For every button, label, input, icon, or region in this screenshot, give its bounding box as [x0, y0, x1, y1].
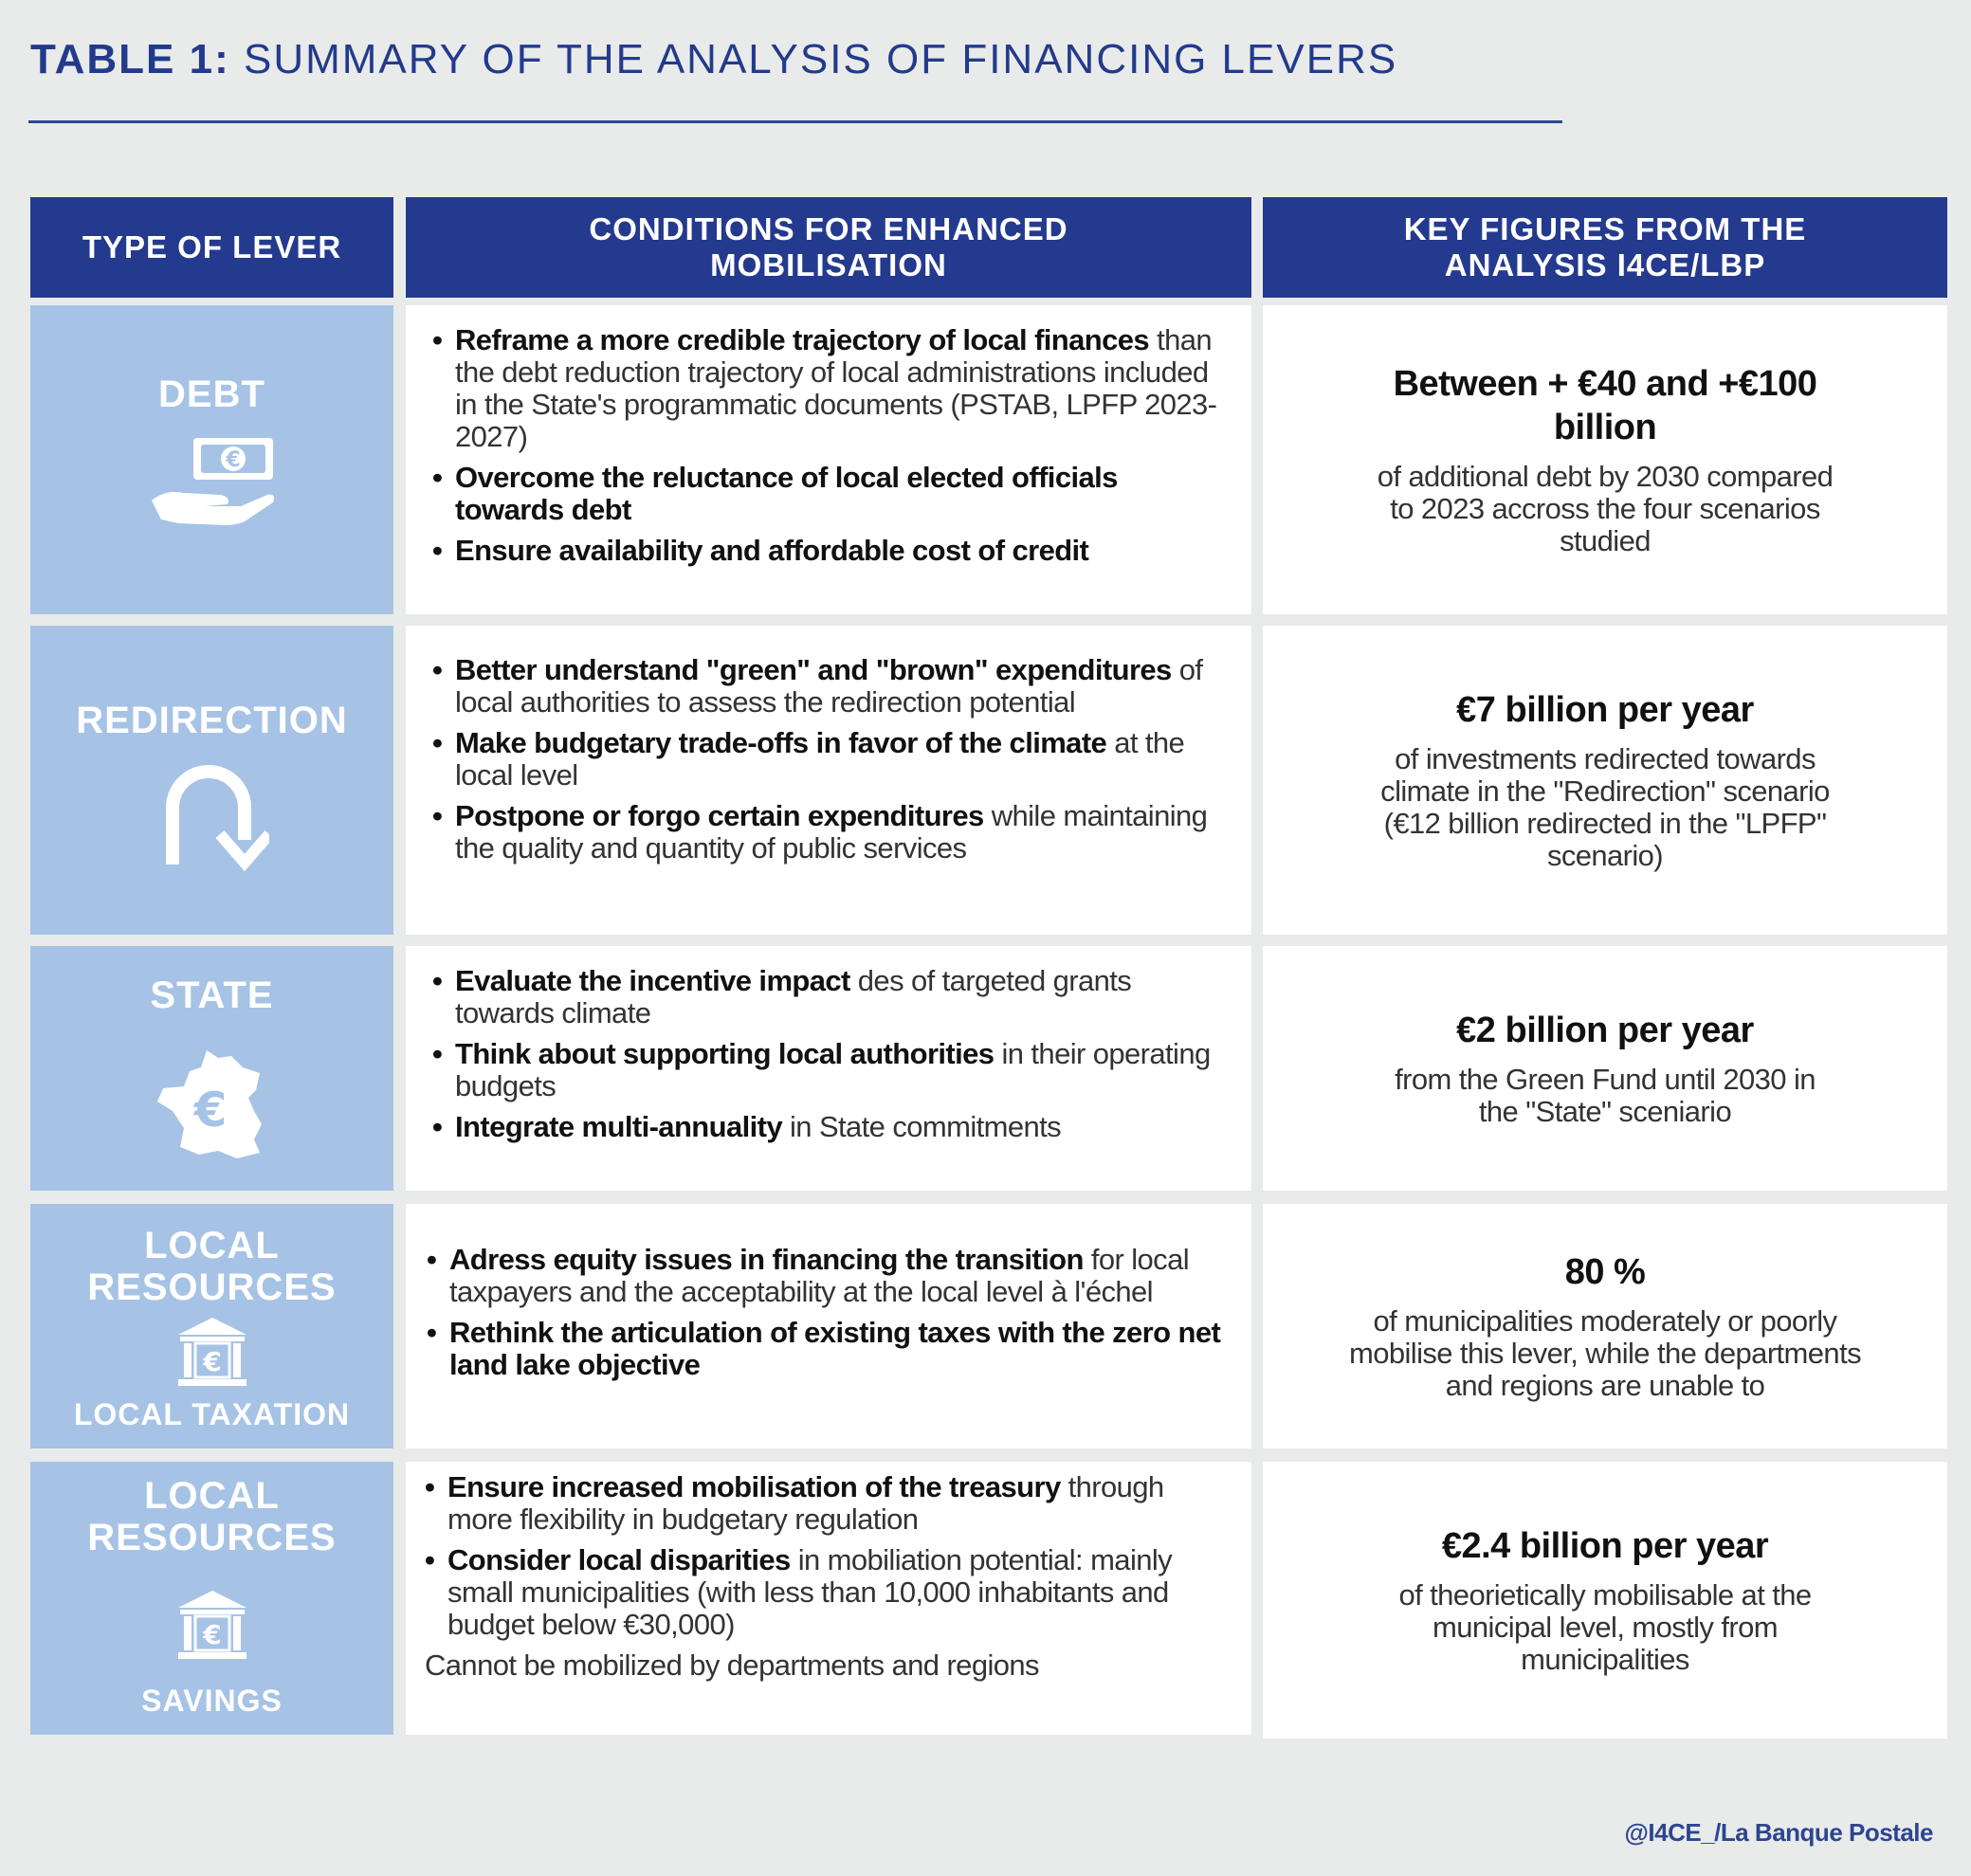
- condition-item: • Make budgetary trade-offs in favor of the climate at the local level: [432, 727, 1232, 792]
- lever-savings-sublabel: SAVINGS: [141, 1684, 283, 1718]
- lever-redirection-label: REDIRECTION: [76, 700, 348, 741]
- page-title: [30, 36, 1397, 83]
- lever-savings-label: LOCAL RESOURCES: [87, 1475, 337, 1558]
- figure-value: €2.4 billion per year: [1441, 1526, 1769, 1566]
- header-key-figures: [1263, 197, 1947, 298]
- conditions-local-taxation: [406, 1204, 1251, 1448]
- condition-item: • Ensure availability and affordable cost of credit: [432, 535, 1232, 567]
- figure-description: of investments redirected towards climate in the "Redirection" scenario (€12 billion redirected in the "LPFP" scenario): [1380, 742, 1830, 872]
- lever-redirection: [30, 626, 393, 935]
- figure-value: €2 billion per year: [1456, 1011, 1754, 1050]
- svg-text:€: €: [193, 1083, 227, 1138]
- condition-item: • Rethink the articulation of existing taxes with the zero net land lake objective: [427, 1317, 1232, 1381]
- bank-euro-icon: [30, 1316, 393, 1388]
- condition-item: • Overcome the reluctance of local elected officials towards debt: [432, 462, 1232, 526]
- condition-item: • Think about supporting local authorities in their operating budgets: [432, 1038, 1232, 1102]
- source-credit: @I4CE_/La Banque Postale: [1624, 1818, 1933, 1847]
- figure-debt: [1263, 305, 1947, 614]
- france-euro-icon: [30, 1048, 393, 1160]
- header-type-label: TYPE OF LEVER: [82, 229, 342, 265]
- conditions-state: [406, 946, 1251, 1191]
- figure-value: 80 %: [1564, 1252, 1646, 1292]
- condition-item: • Reframe a more credible trajectory of local finances than the debt reduction trajectory of local administrations included in the State's programmatic documents (PSTAB, LPFP 2023-2027): [432, 324, 1232, 453]
- lever-savings: [30, 1462, 393, 1735]
- conditions-debt: [406, 305, 1251, 614]
- header-type-of-lever: [30, 197, 393, 298]
- figure-description: of additional debt by 2030 compared to 2023 accross the four scenarios studied: [1377, 460, 1834, 557]
- conditions-redirection: [406, 626, 1251, 935]
- hand-money-icon: [30, 432, 393, 527]
- figure-savings: [1263, 1462, 1947, 1739]
- figure-description: of municipalities moderately or poorly mobilise this lever, while the departments and regions are unable to: [1349, 1304, 1861, 1402]
- condition-item: • Integrate multi-annuality in State commitments: [432, 1111, 1232, 1143]
- svg-text:€: €: [202, 1346, 222, 1377]
- conditions-savings: [406, 1462, 1251, 1735]
- lever-debt-label: DEBT: [158, 373, 265, 415]
- header-conditions: [406, 197, 1251, 298]
- condition-item: • Evaluate the incentive impact des of targeted grants towards climate: [432, 965, 1232, 1029]
- svg-text:€: €: [202, 1619, 222, 1650]
- condition-note: Cannot be mobilized by departments and regions: [425, 1648, 1039, 1682]
- figure-redirection: [1263, 626, 1947, 935]
- bank-euro-icon: [30, 1589, 393, 1661]
- lever-local-taxation: [30, 1204, 393, 1448]
- figure-state: [1263, 946, 1947, 1191]
- lever-debt: [30, 305, 393, 614]
- condition-item: • Adress equity issues in financing the transition for local taxpayers and the acceptability at the local level à l'échel: [427, 1244, 1232, 1308]
- lever-local-taxation-label: LOCAL RESOURCES: [87, 1225, 337, 1308]
- lever-state-label: STATE: [150, 974, 274, 1016]
- header-figures-label: KEY FIGURES FROM THE ANALYSIS I4CE/LBP: [1403, 211, 1807, 282]
- header-conditions-label: CONDITIONS FOR ENHANCED MOBILISATION: [589, 211, 1068, 282]
- lever-local-taxation-sublabel: LOCAL TAXATION: [73, 1397, 351, 1431]
- figure-local-taxation: [1263, 1204, 1947, 1448]
- lever-state: [30, 946, 393, 1191]
- title-text: SUMMARY OF THE ANALYSIS OF FINANCING LEVERS: [243, 36, 1398, 82]
- figure-description: from the Green Fund until 2030 in the "State" sceniario: [1395, 1063, 1816, 1128]
- figure-value: Between + €40 and +€100 billion: [1393, 364, 1817, 447]
- svg-text:€: €: [225, 448, 241, 472]
- condition-item: • Consider local disparities in mobiliation potential: mainly small municipalities (with less than 10,000 inhabitants and budget below €30,000): [425, 1544, 1232, 1641]
- u-turn-arrow-icon: [30, 758, 393, 872]
- condition-item: • Postpone or forgo certain expenditures while maintaining the quality and quantity of public services: [432, 800, 1232, 865]
- condition-item: • Better understand "green" and "brown" expenditures of local authorities to assess the redirection potential: [432, 654, 1232, 719]
- title-rule: [28, 120, 1562, 123]
- title-prefix: TABLE 1:: [30, 36, 230, 82]
- condition-item: • Ensure increased mobilisation of the treasury through more flexibility in budgetary regulation: [425, 1471, 1232, 1536]
- figure-value: €7 billion per year: [1456, 690, 1754, 730]
- figure-description: of theorietically mobilisable at the municipal level, mostly from municipalities: [1398, 1578, 1812, 1676]
